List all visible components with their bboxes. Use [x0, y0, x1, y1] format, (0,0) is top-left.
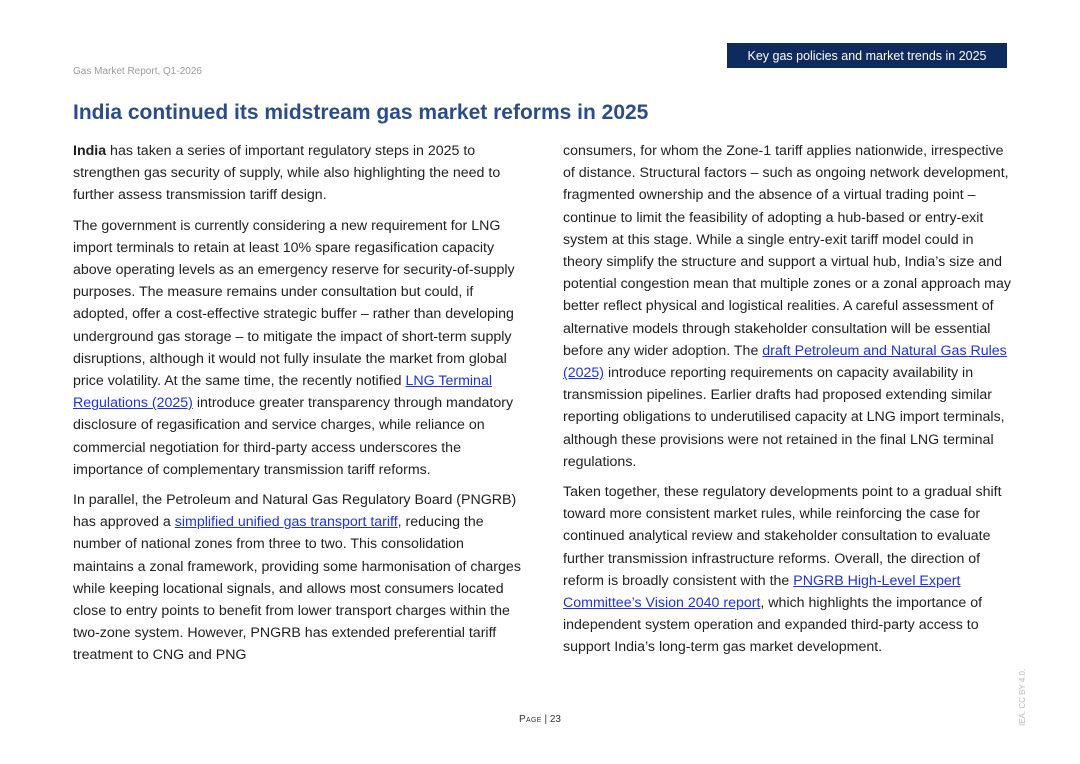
page-label: Page: [519, 714, 542, 725]
bold-keyword: India: [73, 143, 107, 159]
paragraph: [73, 140, 523, 207]
paragraph-text: consumers, for whom the Zone-1 tariff applies nationwide, irrespective of distance. Structural factors – such as ongoing network development, fragmented ownership and the absence of a virtual trading point – continue to limit the feasibility of adopting a hub-based or entry-exit system at this stage. While a single entry-exit tariff model could in theory simplify the structure and support a virtual hub, India’s size and potential congestion mean that multiple zones or a zonal approach may better reflect physical and logistical realities. A careful assessment of alternative models through stakeholder consultation will be essential before any wider adoption. The: [563, 143, 1011, 359]
paragraph-text: has taken a series of important regulatory steps in 2025 to strengthen gas security of supply, while also highlighting the need to further assess transmission tariff design.: [73, 143, 501, 204]
report-name: Gas Market Report, Q1-2026: [73, 66, 202, 77]
paragraph-text: introduce reporting requirements on capacity availability in transmission pipelines. Earlier drafts had proposed extending similar reporting obligations to underutilised capacity at LNG import terminals, although these provisions were not retained in the final LNG terminal regulations.: [563, 365, 1005, 470]
page-number: [0, 714, 1080, 725]
lng-terminal-regulations-link[interactable]: LNG Terminal Regulations (2025): [73, 373, 492, 412]
vision-2040-report-link[interactable]: PNGRB High-Level Expert Committee’s Vision 2040 report: [563, 572, 961, 612]
page-title: India continued its midstream gas market reforms in 2025: [73, 101, 649, 124]
section-tab: Key gas policies and market trends in 2025: [727, 43, 1007, 68]
paragraph-text: , reducing the number of national zones from three to two. This consolidation maintains a zonal framework, providing some harmonisation of charges while keeping locational signals, and allows most consumers located close to entry points to benefit from lower transport charges within the two-zone system. However, PNGRB has extended preferential tariff treatment to CNG and PNG: [73, 514, 521, 664]
paragraph-text: In parallel, the Petroleum and Natural Gas Regulatory Board (PNGRB) has approved a: [73, 492, 517, 531]
right-column: [563, 140, 1012, 667]
left-column: [73, 140, 523, 675]
unified-gas-tariff-link[interactable]: simplified unified gas transport tariff: [174, 514, 398, 531]
paragraph: [563, 140, 1012, 473]
paragraph: [73, 489, 523, 667]
paragraph-text: , which highlights the importance of independent system operation and expanded third-party access to support India’s long-term gas market development.: [563, 595, 983, 656]
page-separator: |: [541, 714, 550, 725]
paragraph-text: Taken together, these regulatory developments point to a gradual shift toward more consistent market rules, while reinforcing the case for continued analytical review and stakeholder consultation to evaluate further transmission infrastructure reforms. Overall, the direction of reform is broadly consistent with the: [563, 484, 1002, 589]
draft-png-rules-link[interactable]: draft Petroleum and Natural Gas Rules (2025): [563, 342, 1007, 382]
paragraph: [563, 481, 1012, 659]
paragraph-text: introduce greater transparency through mandatory disclosure of regasification and service charges, while reliance on commercial negotiation for third-party access underscores the importance of complementary transmission tariff reforms.: [73, 395, 514, 478]
paragraph: [73, 215, 523, 481]
license-note: IEA. CC BY 4.0.: [1018, 668, 1027, 726]
page-number-value: 23: [549, 714, 561, 725]
paragraph-text: The government is currently considering a new requirement for LNG import terminals to retain at least 10% spare regasification capacity above operating levels as an emergency reserve for security-of-supply purposes. The measure remains under consultation but could, if adopted, offer a cost-effective strategic buffer – rather than developing underground gas storage – to mitigate the impact of short-term supply disruptions, although it would not fully insulate the market from global price volatility. At the same time, the recently notified: [73, 217, 515, 390]
